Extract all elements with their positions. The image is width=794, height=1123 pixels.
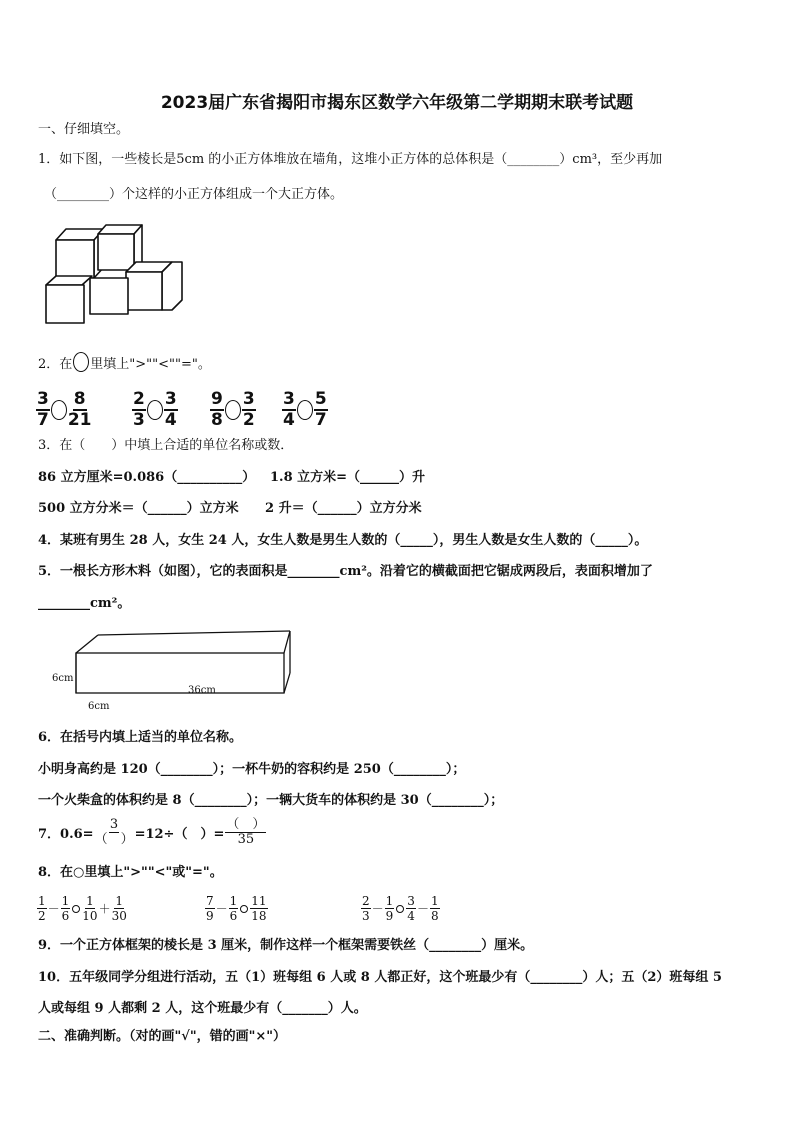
fraction: $\frac{3}{4}$ bbox=[407, 894, 415, 923]
question-2-prompt bbox=[38, 350, 211, 374]
section-1-heading: 一、仔细填空。 bbox=[38, 122, 130, 137]
question-8-expression-1 bbox=[36, 894, 128, 923]
question-7 bbox=[38, 818, 267, 847]
prism-length-label: 36cm bbox=[188, 685, 216, 696]
fraction: $\frac{3}{( )}$ bbox=[94, 817, 134, 847]
timber-prism-figure bbox=[48, 625, 298, 710]
answer-circle[interactable] bbox=[225, 400, 241, 420]
question-8-expression-3 bbox=[360, 894, 441, 923]
fraction: 3 4 bbox=[164, 389, 177, 430]
question-1-line-1: 1．如下图，一些棱长是5cm 的小正方体堆放在墙角，这堆小正方体的总体积是（________）cm³，至少再加 bbox=[38, 152, 663, 167]
fraction: 5 7 bbox=[314, 389, 327, 430]
question-5-line-2: ________cm²。 bbox=[38, 596, 131, 611]
question-8-expression-2 bbox=[204, 894, 269, 923]
question-9: 9．一个正方体框架的棱长是 3 厘米，制作这样一个框架需要铁丝（________）厘米。 bbox=[38, 938, 534, 953]
answer-circle[interactable] bbox=[51, 400, 67, 420]
fraction: $\frac{11}{18}$ bbox=[251, 894, 267, 923]
question-6-line-2: 一个火柴盒的体积约是 8（________）；一辆大货车的体积约是 30（________）； bbox=[38, 793, 504, 808]
fraction: 2 3 bbox=[133, 389, 145, 430]
question-3-item-4: 2 升＝（______）立方分米 bbox=[265, 501, 422, 516]
stacked-cubes-figure bbox=[40, 220, 190, 326]
fraction: 3 2 bbox=[242, 389, 255, 430]
question-3-heading: 3．在（ ）中填上合适的单位名称或数． bbox=[38, 438, 294, 453]
answer-circle[interactable] bbox=[396, 905, 404, 913]
operator: － bbox=[47, 902, 60, 916]
section-2-heading: 二、准确判断。（对的画"√"，错的画"×"） bbox=[38, 1029, 287, 1044]
compare-circle-icon bbox=[73, 352, 89, 372]
fraction: $\frac{2}{3}$ bbox=[362, 894, 370, 923]
fraction: $\frac{1}{9}$ bbox=[385, 894, 394, 923]
question-8-heading: 8．在○里填上">""<"或"="。 bbox=[38, 865, 223, 880]
compare-item-1 bbox=[36, 390, 92, 430]
fraction: $\frac{1}{6}$ bbox=[61, 894, 70, 923]
question-6-heading: 6．在括号内填上适当的单位名称。 bbox=[38, 730, 243, 745]
answer-circle[interactable] bbox=[240, 905, 248, 913]
question-2-prompt-start: 2．在 bbox=[38, 356, 73, 372]
answer-circle[interactable] bbox=[147, 400, 163, 420]
question-6-line-1: 小明身高约是 120（________）；一杯牛奶的容积约是 250（________）； bbox=[38, 762, 466, 777]
fraction: $\frac{1}{6}$ bbox=[229, 894, 238, 923]
fraction: $\frac{( )}{35}$ bbox=[226, 817, 266, 847]
fraction: $\frac{1}{8}$ bbox=[430, 894, 439, 923]
fraction: $\frac{7}{9}$ bbox=[206, 894, 214, 923]
question-7-start: 7．0.6= bbox=[38, 827, 94, 842]
fraction: 3 7 bbox=[37, 389, 49, 430]
operator: － bbox=[371, 902, 384, 916]
question-3-item-1: 86 立方厘米=0.086（__________） bbox=[38, 470, 256, 485]
fraction: 8 21 bbox=[67, 389, 92, 430]
question-7-middle: =12÷（ ）= bbox=[134, 827, 225, 842]
question-5-line-1: 5．一根长方形木料（如图），它的表面积是________cm²。沿着它的横截面把它锯成两段后，表面积增加了 bbox=[38, 564, 653, 579]
fraction: $\frac{1}{10}$ bbox=[82, 894, 98, 923]
compare-item-3 bbox=[210, 390, 256, 430]
operator: － bbox=[215, 902, 228, 916]
compare-item-2 bbox=[132, 390, 178, 430]
compare-item-4 bbox=[282, 390, 328, 430]
question-10-line-1: 10．五年级同学分组进行活动，五（1）班每组 6 人或 8 人都正好，这个班最少有（________）人；五（2）班每组 5 bbox=[38, 970, 722, 985]
fraction: 9 8 bbox=[211, 389, 223, 430]
answer-circle[interactable] bbox=[72, 905, 80, 913]
page-title: 2023届广东省揭阳市揭东区数学六年级第二学期期末联考试题 bbox=[160, 93, 634, 113]
question-3-item-3: 500 立方分米＝（______）立方米 bbox=[38, 501, 239, 516]
fraction: $\frac{1}{2}$ bbox=[38, 894, 46, 923]
question-3-item-2: 1.8 立方米=（______）升 bbox=[270, 470, 426, 485]
question-10-line-2: 人或每组 9 人都剩 2 人，这个班最少有（_______）人。 bbox=[38, 1001, 367, 1016]
operator: ＋ bbox=[98, 902, 111, 916]
prism-width-label: 6cm bbox=[88, 701, 110, 712]
fraction: 3 4 bbox=[283, 389, 295, 430]
fraction: $\frac{1}{30}$ bbox=[111, 894, 127, 923]
prism-height-label: 6cm bbox=[52, 673, 74, 684]
question-2-prompt-end: 里填上">""<""="。 bbox=[90, 356, 211, 372]
question-4: 4．某班有男生 28 人，女生 24 人，女生人数是男生人数的（_____），男生人数是女生人数的（_____）。 bbox=[38, 533, 648, 548]
question-1-line-2: （________）个这样的小正方体组成一个大正方体。 bbox=[44, 187, 344, 202]
operator: － bbox=[416, 902, 429, 916]
answer-circle[interactable] bbox=[297, 400, 313, 420]
